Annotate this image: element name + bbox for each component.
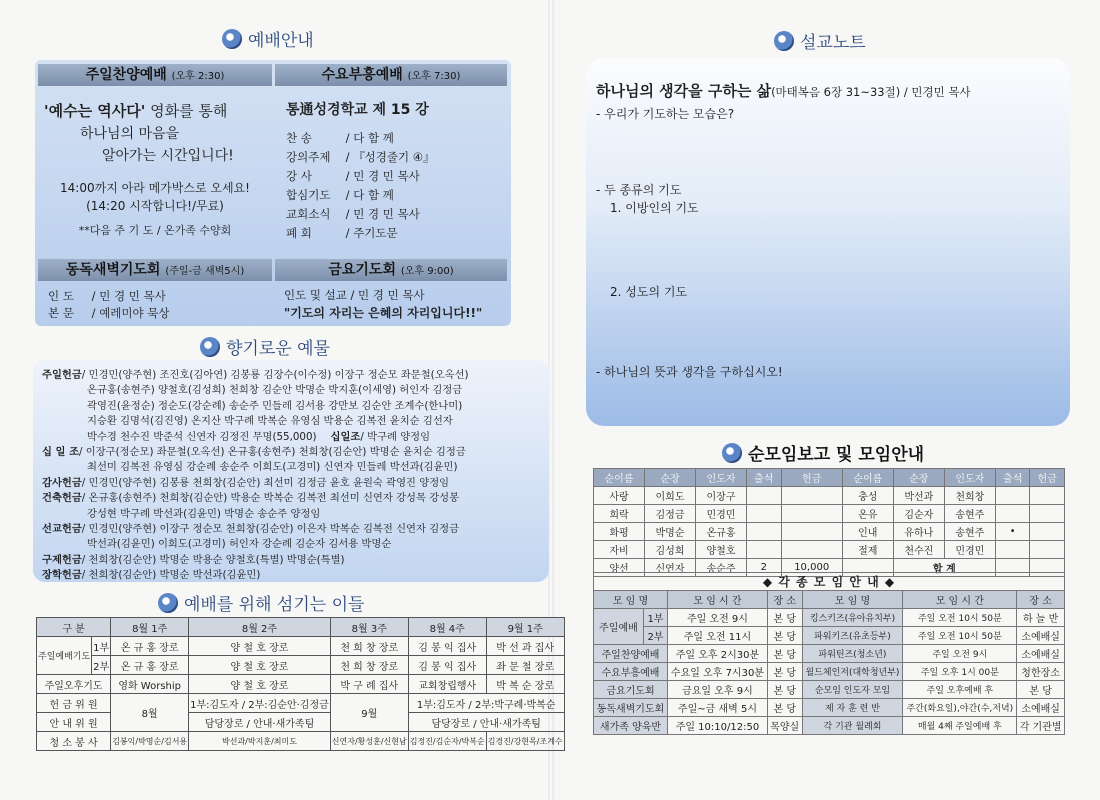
meeting-cell: 주일 오후 1시 00분 — [903, 663, 1017, 681]
meetings-head-cell: 모 임 명 — [594, 591, 668, 609]
servers-head-cell: 8월 3주 — [330, 618, 408, 637]
dawn-body — [48, 288, 268, 322]
meeting-cell: 하 늘 반 — [1017, 609, 1065, 627]
cells-cell — [781, 487, 842, 505]
meeting-cell: 주일 오전 10시 50분 — [903, 609, 1017, 627]
servers-cell: 천 희 창 장로 — [330, 656, 408, 675]
cells-cell: 사랑 — [594, 487, 645, 505]
offering-row — [42, 399, 542, 414]
cells-cell: 천수진 — [893, 541, 944, 559]
cells-row — [594, 487, 1065, 505]
offering-row — [42, 383, 542, 398]
meeting-cell: 파워키즈(유초등부) — [802, 627, 903, 645]
cells-cell — [781, 523, 842, 541]
cells-cell: 화평 — [594, 523, 645, 541]
meeting-part: 2부 — [643, 627, 667, 645]
cells-cell: 인내 — [842, 523, 893, 541]
servers-cell: 박 선 과 집사 — [486, 637, 564, 656]
meeting-cell: 순모임 인도자 모임 — [802, 681, 903, 699]
meeting-cell: 파워틴즈(청소년) — [802, 645, 903, 663]
friday-leader: 인도 및 설교 / 민 경 민 목사 — [284, 288, 425, 302]
servers-head-cell: 8월 2주 — [189, 618, 331, 637]
meeting-cell: 본 당 — [767, 681, 802, 699]
cells-head-cell: 헌금 — [781, 469, 842, 487]
offering-category: 선교헌금 — [42, 523, 82, 536]
offering-row — [42, 507, 542, 522]
offering-donors: 박수경 천수진 박준석 신연자 김정진 무명(55,000) — [87, 430, 317, 443]
meeting-cell: 주일 오전 11시 — [667, 627, 767, 645]
sermon-title: 설교노트 — [800, 33, 866, 53]
wednesday-program — [286, 129, 506, 243]
servers-month: 8월 — [111, 694, 189, 732]
cells-cell — [995, 487, 1030, 505]
cells-cell: 김성희 — [645, 541, 696, 559]
cells-head-row — [594, 469, 1065, 487]
cell-report-table — [593, 468, 1065, 577]
cells-cell: 김순자 — [893, 505, 944, 523]
cells-head-cell: 출석 — [995, 469, 1030, 487]
sermon-heading: 하나님의 생각을 구하는 삶 — [596, 82, 772, 100]
cells-cell — [1030, 487, 1065, 505]
program-row: 찬 송 / 다 함 께 — [286, 129, 506, 148]
friday-body — [284, 287, 508, 322]
servers-title: 예배를 위해 섬기는 이들 — [184, 595, 365, 615]
meeting-cell: 킹스키즈(유아유치부) — [802, 609, 903, 627]
cells-cell — [781, 541, 842, 559]
servers-label: 안 내 위 원 — [37, 713, 111, 732]
dawn-time: (주일-금 새벽5시) — [165, 266, 245, 277]
offering-donors: / 박구례 양정임 — [360, 430, 431, 443]
meeting-cell: 주일 오전 9시 — [903, 645, 1017, 663]
praise-line5: (14:20 시작합니다!/무료) — [86, 198, 224, 213]
cells-cell — [747, 523, 782, 541]
cells-cell — [781, 505, 842, 523]
servers-cell: 좌 문 철 장로 — [486, 656, 564, 675]
meeting-cell: 주일 오전 9시 — [667, 609, 767, 627]
cells-cell: 양선 — [594, 559, 645, 577]
offering-category: 감사헌금 — [42, 476, 82, 489]
wednesday-body — [286, 100, 506, 243]
church-emblem-icon — [200, 337, 220, 357]
meetings-title-row — [594, 573, 1065, 591]
cells-cell: 자비 — [594, 541, 645, 559]
servers-cell: 1부:김도자 / 2부:박구례·박복순 — [408, 694, 564, 713]
cells-title: 순모임보고 및 모임안내 — [748, 445, 925, 465]
meetings-row — [594, 627, 1065, 645]
servers-row — [37, 732, 565, 751]
cells-cell: • — [995, 523, 1030, 541]
cells-cell: 이희도 — [645, 487, 696, 505]
church-emblem-icon — [722, 443, 742, 463]
cells-cell — [995, 505, 1030, 523]
program-key: 교회소식 — [286, 207, 331, 221]
cells-cell: 양철호 — [696, 541, 747, 559]
servers-month: 9월 — [330, 694, 408, 732]
meetings-title: ◆ 각 종 모 임 안 내 ◆ — [594, 573, 1065, 591]
cells-cell: 유하나 — [893, 523, 944, 541]
offering-row — [42, 553, 542, 568]
servers-cell: 양 철 호 장로 — [189, 656, 331, 675]
meeting-part: 1부 — [643, 609, 667, 627]
meeting-cell: 본 당 — [767, 609, 802, 627]
cells-head-cell: 순이름 — [594, 469, 645, 487]
servers-table — [36, 617, 565, 751]
servers-cell: 온 규 홍 장로 — [111, 637, 189, 656]
servers-head-cell: 8월 4주 — [408, 618, 486, 637]
servers-cell: 김 봉 익 집사 — [408, 637, 486, 656]
sermon-body — [596, 80, 1066, 381]
dawn-row: 본 문 / 예레미야 묵상 — [48, 306, 170, 320]
meetings-row — [594, 717, 1065, 735]
servers-row — [37, 694, 565, 713]
cells-cell — [1030, 523, 1065, 541]
meeting-name: 동독새벽기도회 — [594, 699, 668, 717]
wednesday-time: (오후 7:30) — [407, 71, 461, 82]
servers-head-cell: 9월 1주 — [486, 618, 564, 637]
offering-row — [42, 460, 542, 475]
offering-category — [42, 430, 87, 445]
offering-donors: / 온규홍(송현주) 천희창(김순안) 박용순 박복순 김복전 최선미 신연자 강성목 강성봉 — [81, 492, 460, 505]
meetings-head-cell: 장 소 — [767, 591, 802, 609]
dawn-row: 인 도 / 민 경 민 목사 — [48, 289, 166, 303]
program-value: 민 경 민 목사 — [353, 207, 420, 221]
servers-cell: 신연자/황성훈/신현남 — [330, 732, 408, 751]
cells-header — [722, 440, 924, 465]
cells-row — [594, 523, 1065, 541]
servers-cell: 박선과/박지훈/최미도 — [189, 732, 331, 751]
servers-cell: 1부:김도자 / 2부:김순안·김정금 — [189, 694, 331, 713]
offering-category: 십일조 — [330, 430, 361, 443]
church-emblem-icon — [774, 31, 794, 51]
sermon-reference: (마태복음 6장 31~33절) / 민경민 목사 — [771, 85, 971, 99]
program-row: 합심기도 / 다 함 께 — [286, 186, 506, 205]
meeting-cell: 주일 오후 2시30분 — [667, 645, 767, 663]
program-value: 민 경 민 목사 — [353, 169, 420, 183]
dawn-label: 동독새벽기도회 — [65, 262, 161, 278]
meeting-cell: 매월 4째 주일예배 후 — [903, 717, 1017, 735]
friday-slogan: "기도의 자리는 은혜의 자리입니다!!" — [284, 306, 483, 321]
offering-donors: 박선과(김윤민) 이희도(고경미) 허인자 강순례 김순자 김서용 박명순 — [87, 538, 392, 551]
meetings-row — [594, 699, 1065, 717]
cells-head-cell: 인도자 — [944, 469, 995, 487]
servers-cell: 담당장로 / 안내·새가족팀 — [189, 713, 331, 732]
bible-school-title: 통通성경학교 제 15 강 — [286, 102, 429, 118]
sermon-point-2: - 두 종류의 기도 — [596, 182, 682, 197]
program-value: 다 함 께 — [353, 131, 394, 145]
meetings-row — [594, 681, 1065, 699]
offering-donors: 곽영진(윤정순) 정순도(강순례) 송순주 민들레 김서용 강만보 김순안 조계수(한나미) — [87, 399, 463, 412]
offering-row — [42, 476, 542, 491]
cells-row — [594, 505, 1065, 523]
sunday-praise-body — [44, 100, 266, 239]
meeting-cell: 소예배실 — [1017, 645, 1065, 663]
cells-cell — [747, 487, 782, 505]
praise-line3: 알아가는 시간입니다! — [102, 147, 234, 164]
offering-donors: / 민경민(양주현) 이장구 정순모 천희창(김순안) 이은자 박복순 김복전 신연자 김정금 — [81, 523, 460, 536]
dawn-key: 인 도 — [48, 289, 74, 303]
servers-cell: 김봉익/박명순/김서용 — [111, 732, 189, 751]
meeting-cell: 수요일 오후 7시30분 — [667, 663, 767, 681]
offering-category — [42, 383, 87, 398]
friday-time: (오후 9:00) — [400, 266, 454, 277]
program-key: 강의주제 — [286, 150, 331, 164]
meeting-cell: 월드체인저(대학청년부) — [802, 663, 903, 681]
program-key: 찬 송 — [286, 131, 312, 145]
sermon-point-2b: 2. 성도의 기도 — [610, 284, 688, 299]
cells-cell — [747, 505, 782, 523]
offering-donors: / 민경민(양주현) 김봉룡 천희창(김순안) 최선미 김정금 윤호 윤원숙 곽영진 양정임 — [81, 476, 450, 489]
cells-cell — [1030, 505, 1065, 523]
offering-donors: 온규홍(송현주) 양철호(김성희) 천희창 김순안 박명순 박지훈(이세영) 허인자 김정금 — [87, 384, 463, 397]
offering-category: 구제헌금 — [42, 553, 82, 566]
sermon-header — [774, 28, 866, 53]
offering-category — [42, 460, 87, 475]
offering-donors: 지승환 김명석(김진영) 온지산 박구례 박복순 유영심 박용순 김복전 윤치순 김선자 — [87, 415, 453, 428]
meeting-cell: 본 당 — [767, 699, 802, 717]
meetings-head-cell: 모 임 시 간 — [667, 591, 767, 609]
servers-cell: 양 철 호 장로 — [189, 675, 331, 694]
cells-row — [594, 541, 1065, 559]
meeting-cell: 금요일 오후 9시 — [667, 681, 767, 699]
program-key: 합심기도 — [286, 188, 331, 202]
church-emblem-icon — [222, 29, 242, 49]
offering-row — [42, 568, 542, 583]
meeting-cell: 주일 10:10/12:50 — [667, 717, 767, 735]
meetings-table — [593, 572, 1065, 735]
sermon-point-1: - 우리가 기도하는 모습은? — [596, 106, 735, 121]
cells-cell: 10,000 — [781, 559, 842, 577]
cells-cell: 박명순 — [645, 523, 696, 541]
cells-cell: 합 계 — [893, 559, 995, 577]
offering-donors: 최선미 김복전 유영심 강순례 송순주 이희도(고경미) 신연자 민들레 박선과(김윤민) — [87, 461, 458, 474]
sunday-praise-bar — [38, 64, 272, 86]
cells-cell: 송현주 — [944, 523, 995, 541]
cells-cell: 송현주 — [944, 505, 995, 523]
cells-cell: 충성 — [842, 487, 893, 505]
servers-tag: 2부 — [92, 656, 111, 675]
cells-cell — [1030, 541, 1065, 559]
servers-head-row — [37, 618, 565, 637]
offering-donors: / 이장구(정순모) 좌문철(오옥선) 온규홍(송현주) 천희창(김순안) 박명순 윤치순 김정금 — [79, 446, 466, 459]
sunday-praise-time: (오후 2:30) — [171, 71, 225, 82]
offering-category — [42, 414, 87, 429]
meeting-cell: 주일 오전 10시 50분 — [903, 627, 1017, 645]
praise-line6: **다음 주 기 도 / 온가족 수양회 — [78, 223, 232, 237]
praise-line2: 하나님의 마음을 — [80, 125, 180, 142]
servers-cell: 김경진/강현목/조계수 — [486, 732, 564, 751]
offering-row — [42, 368, 542, 383]
servers-tag: 1부 — [92, 637, 111, 656]
servers-head-cell: 구 분 — [37, 618, 111, 637]
offering-row — [42, 537, 542, 552]
cells-cell — [747, 541, 782, 559]
meeting-cell: 각 기관 월례회 — [802, 717, 903, 735]
wednesday-label: 수요부흥예배 — [321, 67, 403, 83]
meeting-name: 주일찬양예배 — [594, 645, 668, 663]
cells-cell: 민경민 — [696, 505, 747, 523]
offering-donors: / 천희창(김순안) 박명순 박선과(김윤민) — [81, 569, 261, 582]
movie-title: '예수는 역사다' — [44, 102, 146, 120]
servers-cell: 온 규 홍 장로 — [111, 656, 189, 675]
cells-cell: 이장구 — [696, 487, 747, 505]
cells-head-cell: 순장 — [893, 469, 944, 487]
servers-cell: 김정진/김순자/박복순 — [408, 732, 486, 751]
cells-head-cell: 순이름 — [842, 469, 893, 487]
cells-cell: 희락 — [594, 505, 645, 523]
cells-cell: 온규홍 — [696, 523, 747, 541]
worship-title: 예배안내 — [248, 31, 314, 51]
program-row: 강의주제 / 『성경줄기 ④』 — [286, 148, 506, 167]
meeting-cell: 본 당 — [767, 663, 802, 681]
offering-donors: 강성현 박구례 박선과(김윤민) 박명순 송순주 양정임 — [87, 507, 321, 520]
cells-cell: 신연자 — [645, 559, 696, 577]
program-key: 강 사 — [286, 169, 312, 183]
servers-cell: 박 복 순 장로 — [486, 675, 564, 694]
offering-row — [42, 445, 542, 460]
meetings-head-cell: 장 소 — [1017, 591, 1065, 609]
meeting-cell: 주일~금 새벽 5시 — [667, 699, 767, 717]
meeting-cell: 제 자 훈 련 반 — [802, 699, 903, 717]
meeting-cell: 청한장소 — [1017, 663, 1065, 681]
meeting-name: 새가족 양육반 — [594, 717, 668, 735]
meetings-head-cell: 모 임 명 — [802, 591, 903, 609]
worship-header — [222, 26, 314, 51]
cells-cell: 온유 — [842, 505, 893, 523]
cells-cell: 민경민 — [944, 541, 995, 559]
servers-cell: 영화 Worship — [111, 675, 189, 694]
meetings-head-cell: 모 임 시 간 — [903, 591, 1017, 609]
meeting-cell: 본 당 — [767, 627, 802, 645]
program-value: 다 함 께 — [353, 188, 394, 202]
servers-label: 주일예배기도 — [37, 637, 92, 675]
offering-title: 향기로운 예물 — [226, 339, 330, 359]
dawn-value: 예레미야 묵상 — [99, 306, 170, 320]
church-emblem-icon — [158, 593, 178, 613]
servers-cell: 천 희 창 장로 — [330, 637, 408, 656]
servers-cell: 양 철 호 장로 — [189, 637, 331, 656]
program-row: 교회소식 / 민 경 민 목사 — [286, 205, 506, 224]
servers-cell: 박 구 례 집사 — [330, 675, 408, 694]
meeting-name: 금요기도회 — [594, 681, 668, 699]
cells-cell: 절제 — [842, 541, 893, 559]
meeting-name: 주일예배 — [594, 609, 644, 645]
cells-cell: 김정금 — [645, 505, 696, 523]
cells-head-cell: 인도자 — [696, 469, 747, 487]
cells-head-cell: 헌금 — [1030, 469, 1065, 487]
meetings-head-row — [594, 591, 1065, 609]
program-row: 강 사 / 민 경 민 목사 — [286, 167, 506, 186]
servers-label: 청 소 봉 사 — [37, 732, 111, 751]
offering-category — [42, 399, 87, 414]
sunday-praise-label: 주일찬양예배 — [85, 67, 167, 83]
dawn-key: 본 문 — [48, 306, 74, 320]
cells-cell: 천희창 — [944, 487, 995, 505]
wednesday-bar — [275, 64, 507, 86]
offering-row — [42, 522, 542, 537]
friday-label: 금요기도회 — [328, 262, 396, 278]
servers-cell: 교회창립행사 — [408, 675, 486, 694]
offering-donors: / 천희창(김순안) 박명순 박용순 양철호(특별) 박명순(특별) — [81, 553, 345, 566]
program-value: 『성경줄기 ④』 — [353, 150, 435, 164]
sermon-point-2a: 1. 이방인의 기도 — [610, 200, 699, 215]
meeting-cell: 주간(화요일),야간(수,저녁) — [903, 699, 1017, 717]
offering-donors: / 민경민(양주현) 조진호(김아연) 김봉룡 김장수(이수정) 이장구 정순모 좌문철(오옥선) — [81, 369, 469, 381]
meeting-cell: 본 당 — [1017, 681, 1065, 699]
cells-cell: 송순주 — [696, 559, 747, 577]
dawn-bar — [38, 259, 272, 281]
meeting-cell: 소예배실 — [1017, 699, 1065, 717]
praise-line4: 14:00까지 아라 메가박스로 오세요! — [60, 180, 250, 195]
offering-category — [42, 537, 87, 552]
cells-cell: 2 — [747, 559, 782, 577]
servers-header — [158, 590, 364, 615]
servers-row — [37, 656, 565, 675]
meetings-row — [594, 663, 1065, 681]
servers-label: 헌 금 위 원 — [37, 694, 111, 713]
offering-category: 주일헌금 — [42, 369, 82, 381]
friday-bar — [275, 259, 507, 281]
offering-list — [42, 368, 542, 584]
offering-category: 장학헌금 — [42, 569, 82, 582]
dawn-value: 민 경 민 목사 — [99, 289, 166, 303]
cells-cell — [995, 541, 1030, 559]
offering-row — [42, 491, 542, 506]
program-value: 주기도문 — [353, 226, 398, 240]
meetings-row — [594, 609, 1065, 627]
meeting-cell: 주일 오후예배 후 — [903, 681, 1017, 699]
servers-cell: 김 봉 익 집사 — [408, 656, 486, 675]
meeting-cell: 본 당 — [767, 645, 802, 663]
program-row: 폐 회 / 주기도문 — [286, 224, 506, 243]
servers-row — [37, 675, 565, 694]
offering-row — [42, 430, 542, 445]
meetings-row — [594, 645, 1065, 663]
offering-category: 십 일 조 — [42, 446, 80, 459]
movie-line: 영화를 통해 — [145, 102, 228, 120]
cells-cell: 박선과 — [893, 487, 944, 505]
offering-header — [200, 334, 330, 359]
meeting-cell: 소예배실 — [1017, 627, 1065, 645]
servers-head-cell: 8월 1주 — [111, 618, 189, 637]
servers-label: 주일오후기도 — [37, 675, 111, 694]
sermon-point-3: - 하나님의 뜻과 생각을 구하십시오! — [596, 364, 783, 379]
servers-row — [37, 637, 565, 656]
meeting-cell: 목양실 — [767, 717, 802, 735]
meeting-name: 수요부흥예배 — [594, 663, 668, 681]
offering-category — [42, 507, 87, 522]
offering-category: 건축헌금 — [42, 492, 82, 505]
servers-cell: 담당장로 / 안내·새가족팀 — [408, 713, 564, 732]
cells-head-cell: 순장 — [645, 469, 696, 487]
cells-head-cell: 출석 — [747, 469, 782, 487]
offering-row — [42, 414, 542, 429]
program-key: 폐 회 — [286, 226, 312, 240]
meeting-cell: 각 기관별 — [1017, 717, 1065, 735]
